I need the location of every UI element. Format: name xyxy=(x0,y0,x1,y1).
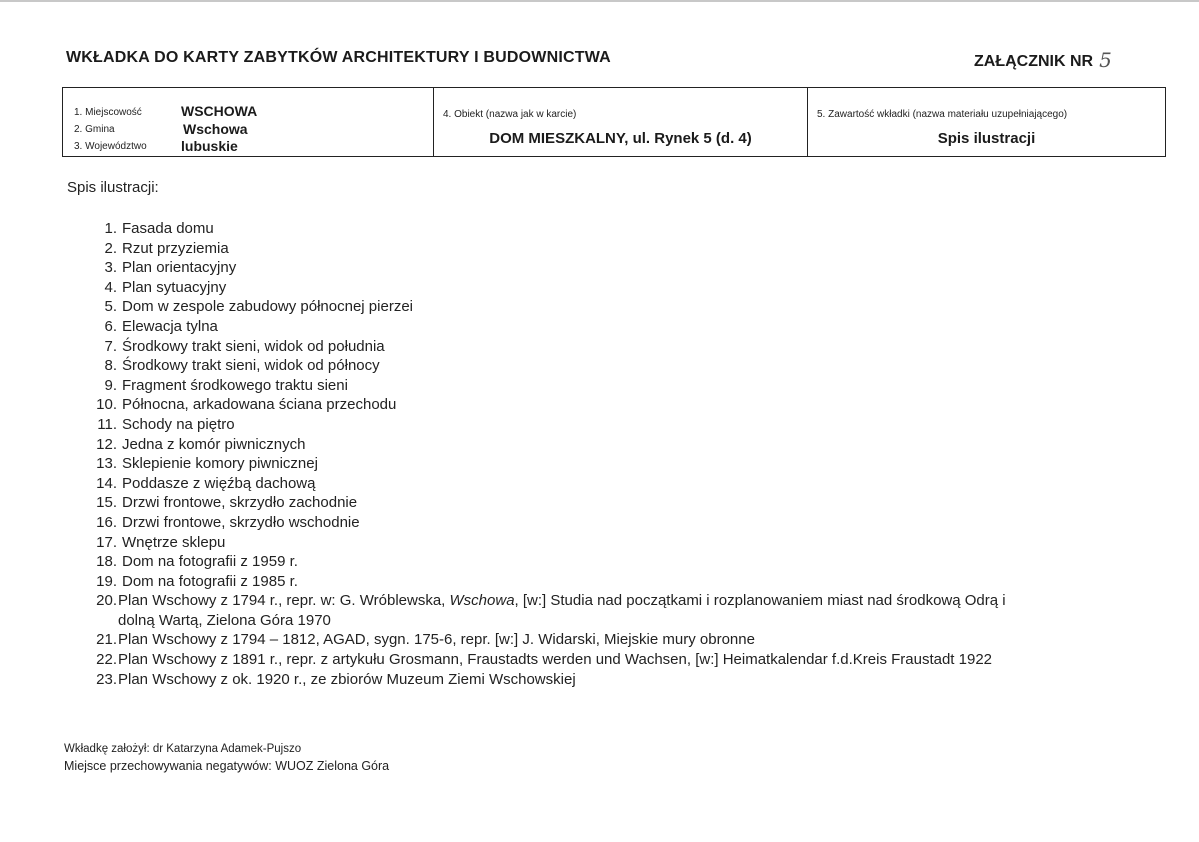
list-item-number: 8. xyxy=(104,357,117,375)
list-item-number: 15. xyxy=(96,494,117,512)
list-item-label: Poddasze z więźbą dachową xyxy=(122,474,316,492)
content-cell xyxy=(807,88,1165,156)
list-item-label: Północna, arkadowana ściana przechodu xyxy=(122,396,397,414)
list-item-number: 10. xyxy=(96,396,117,414)
list-item-number: 14. xyxy=(96,474,117,492)
list-item xyxy=(90,337,1140,357)
list-item-label: Dom na fotografii z 1959 r. xyxy=(122,553,298,571)
list-item xyxy=(90,630,1140,650)
list-item-number: 7. xyxy=(104,337,117,355)
list-item-text xyxy=(117,591,1006,630)
list-item xyxy=(90,552,1140,572)
list-item-label: Środkowy trakt sieni, widok od północy xyxy=(122,357,380,375)
list-item-label: Sklepienie komory piwnicznej xyxy=(122,455,318,473)
list-item-label: Elewacja tylna xyxy=(122,317,218,335)
list-item-text xyxy=(117,337,385,357)
list-item xyxy=(90,572,1140,592)
list-item-text xyxy=(117,670,576,690)
list-item xyxy=(90,513,1140,533)
content-label: 5. Zawartość wkładki (nazwa materiału uzupełniającego) xyxy=(817,109,1068,120)
list-item-text xyxy=(117,533,225,553)
list-item-label: Jedna z komór piwnicznych xyxy=(122,435,306,453)
list-item-number: 6. xyxy=(104,317,117,335)
list-item-number: 9. xyxy=(104,376,117,394)
list-item-text xyxy=(117,395,396,415)
list-item xyxy=(90,650,1140,670)
list-item-number: 19. xyxy=(96,572,117,590)
list-item-number: 22. xyxy=(96,651,117,669)
list-item-number: 21. xyxy=(96,631,117,649)
commune-value: Wschowa xyxy=(183,121,248,137)
list-item-text xyxy=(117,650,992,670)
attachment-number xyxy=(974,47,1112,71)
list-item-label: Plan orientacyjny xyxy=(122,259,237,277)
list-item xyxy=(90,395,1140,415)
list-item-number: 5. xyxy=(104,298,117,316)
list-item-number: 23. xyxy=(96,670,117,688)
list-item-number: 17. xyxy=(96,533,117,551)
list-item xyxy=(90,591,1140,630)
list-item-label: , [w:] Studia nad początkami i rozplanowaniem miast nad środkową Odrą i xyxy=(514,592,1006,610)
list-item-number: 20. xyxy=(96,592,117,610)
list-item-label: Drzwi frontowe, skrzydło wschodnie xyxy=(122,513,360,531)
list-item xyxy=(90,239,1140,259)
list-item-number: 2. xyxy=(104,239,117,257)
author-note: Wkładkę założył: dr Katarzyna Adamek-Pujszo xyxy=(64,743,302,755)
list-item-label: Dom na fotografii z 1985 r. xyxy=(122,572,298,590)
list-item-label: Plan Wschowy z ok. 1920 r., ze zbiorów Muzeum Ziemi Wschowskiej xyxy=(118,670,576,688)
province-label: 3. Województwo xyxy=(74,141,147,152)
list-item-label: Plan sytuacyjny xyxy=(122,278,227,296)
list-item-number: 12. xyxy=(96,435,117,453)
list-item xyxy=(90,454,1140,474)
list-item-label: Plan Wschowy z 1794 r., repr. w: G. Wróblewska, xyxy=(118,592,450,610)
list-item-number: 11. xyxy=(97,415,117,433)
list-item-label: Wnętrze sklepu xyxy=(122,533,226,551)
list-item xyxy=(90,278,1140,298)
commune-label: 2. Gmina xyxy=(74,124,115,135)
list-item-text xyxy=(117,317,218,337)
attachment-label: ZAŁĄCZNIK NR xyxy=(974,53,1094,70)
list-item-italic-title: Wschowa xyxy=(449,592,515,610)
list-item-text xyxy=(117,297,413,317)
list-item-text xyxy=(117,630,755,650)
list-item xyxy=(90,670,1140,690)
list-item xyxy=(90,297,1140,317)
list-item xyxy=(90,493,1140,513)
list-item-text xyxy=(117,454,318,474)
list-item-label: Fragment środkowego traktu sieni xyxy=(122,376,348,394)
list-item xyxy=(90,435,1140,455)
object-cell xyxy=(433,88,807,156)
place-value: WSCHOWA xyxy=(181,103,258,119)
list-item-text xyxy=(117,415,235,435)
list-item-text xyxy=(117,239,229,259)
list-item-label: Środkowy trakt sieni, widok od południa xyxy=(122,337,385,355)
place-label: 1. Miejscowość xyxy=(74,107,142,118)
list-item-text xyxy=(117,572,298,592)
list-item-label: Rzut przyziemia xyxy=(122,239,229,257)
list-item-label: Schody na piętro xyxy=(122,415,235,433)
illustration-list xyxy=(90,219,1140,689)
list-item-label: Fasada domu xyxy=(122,220,214,237)
list-item-text xyxy=(117,493,357,513)
list-item-number: 16. xyxy=(96,513,117,531)
object-label: 4. Obiekt (nazwa jak w karcie) xyxy=(443,109,577,120)
list-item-text xyxy=(117,474,315,494)
info-table xyxy=(62,87,1166,157)
list-item-number: 3. xyxy=(104,259,117,277)
page-title: WKŁADKA DO KARTY ZABYTKÓW ARCHITEKTURY I BUDOWNICTWA xyxy=(66,49,611,66)
list-item-number: 4. xyxy=(104,278,117,296)
list-item-number: 1. xyxy=(104,220,117,237)
location-cell xyxy=(63,88,433,156)
list-item-text xyxy=(117,219,214,239)
list-item-text xyxy=(117,258,236,278)
list-item-text xyxy=(117,435,305,455)
list-item-number: 13. xyxy=(96,455,117,473)
list-item-number: 18. xyxy=(96,553,117,571)
list-item-text xyxy=(117,376,348,396)
list-item xyxy=(90,317,1140,337)
list-item-text xyxy=(117,513,360,533)
list-item-label: Plan Wschowy z 1794 – 1812, AGAD, sygn. 175-6, repr. [w:] J. Widarski, Miejskie mury obronne xyxy=(118,631,755,649)
list-heading: Spis ilustracji: xyxy=(67,179,159,196)
list-item xyxy=(90,474,1140,494)
content-value: Spis ilustracji xyxy=(937,130,1036,147)
list-item xyxy=(90,356,1140,376)
list-item-label: Plan Wschowy z 1891 r., repr. z artykułu Grosmann, Fraustadts werden und Wachsen, [w:] Heimatkalendar f.d.Kreis Fraustadt 1922 xyxy=(118,651,993,669)
list-item xyxy=(90,376,1140,396)
list-item xyxy=(90,219,1140,239)
list-item xyxy=(90,415,1140,435)
attachment-number-handwritten: 5 xyxy=(1099,48,1112,72)
list-item-label: Dom w zespole zabudowy północnej pierzei xyxy=(122,298,413,316)
list-item-label: Drzwi frontowe, skrzydło zachodnie xyxy=(122,494,358,512)
list-item-text xyxy=(117,356,380,376)
top-border xyxy=(0,0,1199,2)
list-item-text xyxy=(117,278,226,298)
list-item-label-continued: dolną Wartą, Zielona Góra 1970 xyxy=(118,611,331,629)
object-value: DOM MIESZKALNY, ul. Rynek 5 (d. 4) xyxy=(489,130,752,147)
list-item xyxy=(90,258,1140,278)
province-value: lubuskie xyxy=(181,138,238,154)
storage-note: Miejsce przechowywania negatywów: WUOZ Zielona Góra xyxy=(64,759,390,773)
list-item-text xyxy=(117,552,298,572)
list-item xyxy=(90,533,1140,553)
